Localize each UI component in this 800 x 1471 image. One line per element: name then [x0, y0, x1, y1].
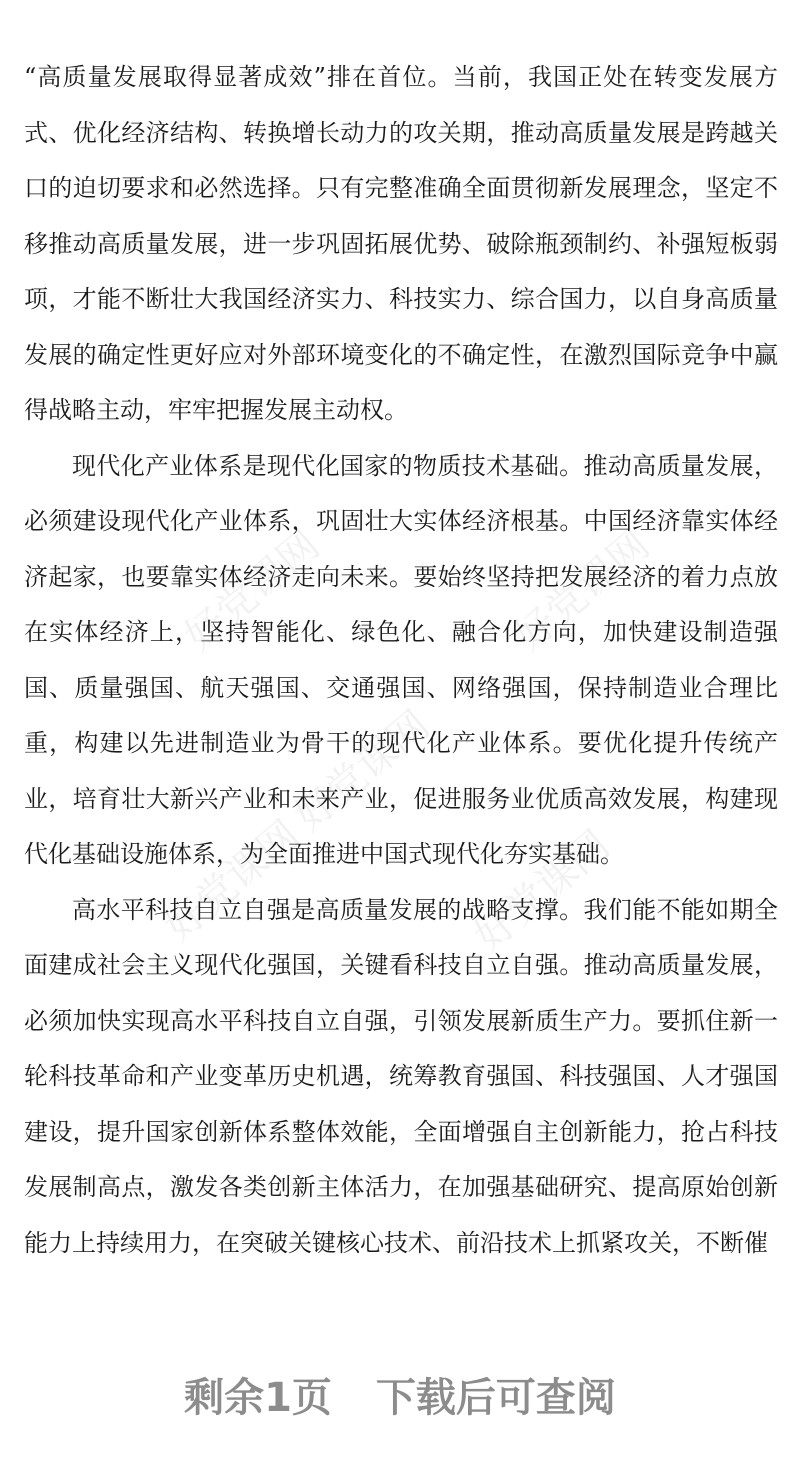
- watermark: 好党课网: [466, 822, 619, 961]
- paragraph-3: 高水平科技自立自强是高质量发展的战略支撑。我们能不能如期全面建成社会主义现代化强国，关键看科技自立自强。推动高质量发展，必须加快实现高水平科技自立自强，引领发展新质生产力。要抓住新一轮科技革命和产业变革历史机遇，统筹教育强国、科技强国、人才强国建设，提升国家创新体系整体效能，全面增强自主创新能力，抢占科技发展制高点，激发各类创新主体活力，在加强基础研究、提高原始创新能力上持续用力，在突破关键核心技术、前沿技术上抓紧攻关，不断催: [24, 895, 778, 1257]
- document-body: [24, 50, 778, 1271]
- watermark: 好党课网: [156, 812, 309, 951]
- download-prompt-label[interactable]: 下载后可查阅: [375, 1375, 616, 1421]
- watermark: 好党课网: [286, 702, 439, 841]
- watermark: 好党课网: [176, 522, 329, 661]
- paragraph-2: 现代化产业体系是现代化国家的物质技术基础。推动高质量发展，必须建设现代化产业体系，巩固壮大实体经济根基。中国经济靠实体经济起家，也要靠实体经济走向未来。要始终坚持把发展经济的着力点放在实体经济上，坚持智能化、绿色化、融合化方向，加快建设制造强国、质量强国、航天强国、交通强国、网络强国，保持制造业合理比重，构建以先进制造业为骨干的现代化产业体系。要优化提升传统产业，培育壮大新兴产业和未来产业，促进服务业优质高效发展，构建现代化基础设施体系，为全面推进中国式现代化夯实基础。: [24, 451, 778, 868]
- download-banner[interactable]: [0, 1366, 800, 1423]
- remaining-pages-label: 剩余1页: [184, 1375, 332, 1421]
- watermark: 好党课网: [506, 522, 659, 661]
- paragraph-1: “高质量发展取得显著成效”排在首位。当前，我国正处在转变发展方式、优化经济结构、转换增长动力的攻关期，推动高质量发展是跨越关口的迫切要求和必然选择。只有完整准确全面贯彻新发展理念，坚定不移推动高质量发展，进一步巩固拓展优势、破除瓶颈制约、补强短板弱项，才能不断壮大我国经济实力、科技实力、综合国力，以自身高质量发展的确定性更好应对外部环境变化的不确定性，在激烈国际竞争中赢得战略主动，牢牢把握发展主动权。: [24, 63, 778, 424]
